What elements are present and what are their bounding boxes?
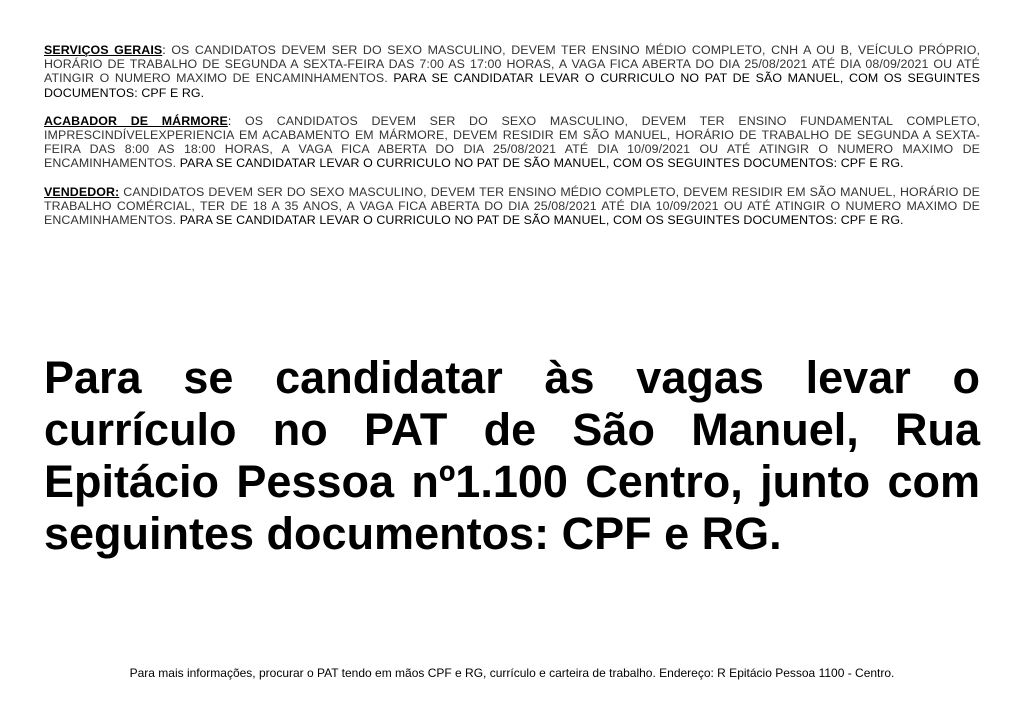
- job-title-separator: :: [162, 43, 172, 57]
- job-listings: [44, 43, 980, 241]
- job-apply-instructions: PARA SE CANDIDATAR LEVAR O CURRICULO NO PAT DE SÃO MANUEL, COM OS SEGUINTES DOCUMENTOS: CPF E RG.: [176, 213, 904, 228]
- job-item-acabador-de-marmore: [44, 114, 980, 171]
- job-apply-instructions: PARA SE CANDIDATAR LEVAR O CURRICULO NO PAT DE SÃO MANUEL, COM OS SEGUINTES DOCUMENTOS: CPF E RG.: [44, 71, 981, 100]
- job-description: OS CANDIDATOS DEVEM SER DO SEXO MASCULINO, DEVEM TER ENSINO MÉDIO COMPLETO, CNH A OU B, VEÍCULO PRÓPRIO, HORÁRIO DE TRABALHO DE SEGUNDA A SEXTA-FEIRA DAS 7:00 AS 17:00 HORAS, A VAGA FICA ABERTA DO DIA 25/08/2021 ATÉ DIA 08/09/2021 OU ATÉ ATINGIR O NUMERO MAXIMO DE ENCAMINHAMENTOS.: [44, 43, 980, 86]
- job-title: ACABADOR DE MÁRMORE: [44, 113, 228, 128]
- job-apply-instructions: PARA SE CANDIDATAR LEVAR O CURRICULO NO PAT DE SÃO MANUEL, COM OS SEGUINTES DOCUMENTOS: CPF E RG.: [176, 156, 904, 171]
- footer-info: Para mais informações, procurar o PAT tendo em mãos CPF e RG, currículo e carteira de trabalho. Endereço: R Epitácio Pessoa 1100 - Centro.: [129, 666, 895, 680]
- job-description: OS CANDIDATOS DEVEM SER DO SEXO MASCULINO, DEVEM TER ENSINO FUNDAMENTAL COMPLETO, IMPRESCINDÍVELEXPERIENCIA EM ACABAMENTO EM MÁRMORE, DEVEM RESIDIR EM SÃO MANUEL, HORÁRIO DE TRABALHO DE SEGUNDA A SEXTA-FEIRA DAS 8:00 AS 18:00 HORAS, A VAGA FICA ABERTA DO DIA 25/08/2021 ATÉ DIA 10/09/2021 OU ATÉ ATINGIR O NUMERO MAXIMO DE ENCAMINHAMENTOS.: [44, 113, 980, 171]
- job-item-servicos-gerais: [44, 43, 980, 100]
- job-title: SERVIÇOS GERAIS: [44, 43, 163, 57]
- job-title: VENDEDOR:: [44, 184, 120, 199]
- application-headline: Para se candidatar às vagas levar o currículo no PAT de São Manuel, Rua Epitácio Pessoa nº1.100 Centro, junto com seguintes documentos: CPF e RG.: [44, 352, 980, 559]
- job-item-vendedor: [44, 185, 980, 228]
- job-title-separator: :: [227, 113, 246, 128]
- job-description: CANDIDATOS DEVEM SER DO SEXO MASCULINO, DEVEM TER ENSINO MÉDIO COMPLETO, DEVEM RESIDIR EM SÃO MANUEL, HORÁRIO DE TRABALHO COMÉRCIAL, TER DE 18 A 35 ANOS, A VAGA FICA ABERTA DO DIA 25/08/2021 ATÉ DIA 10/09/2021 OU ATÉ ATINGIR O NUMERO MAXIMO DE ENCAMINHAMENTOS.: [44, 184, 980, 228]
